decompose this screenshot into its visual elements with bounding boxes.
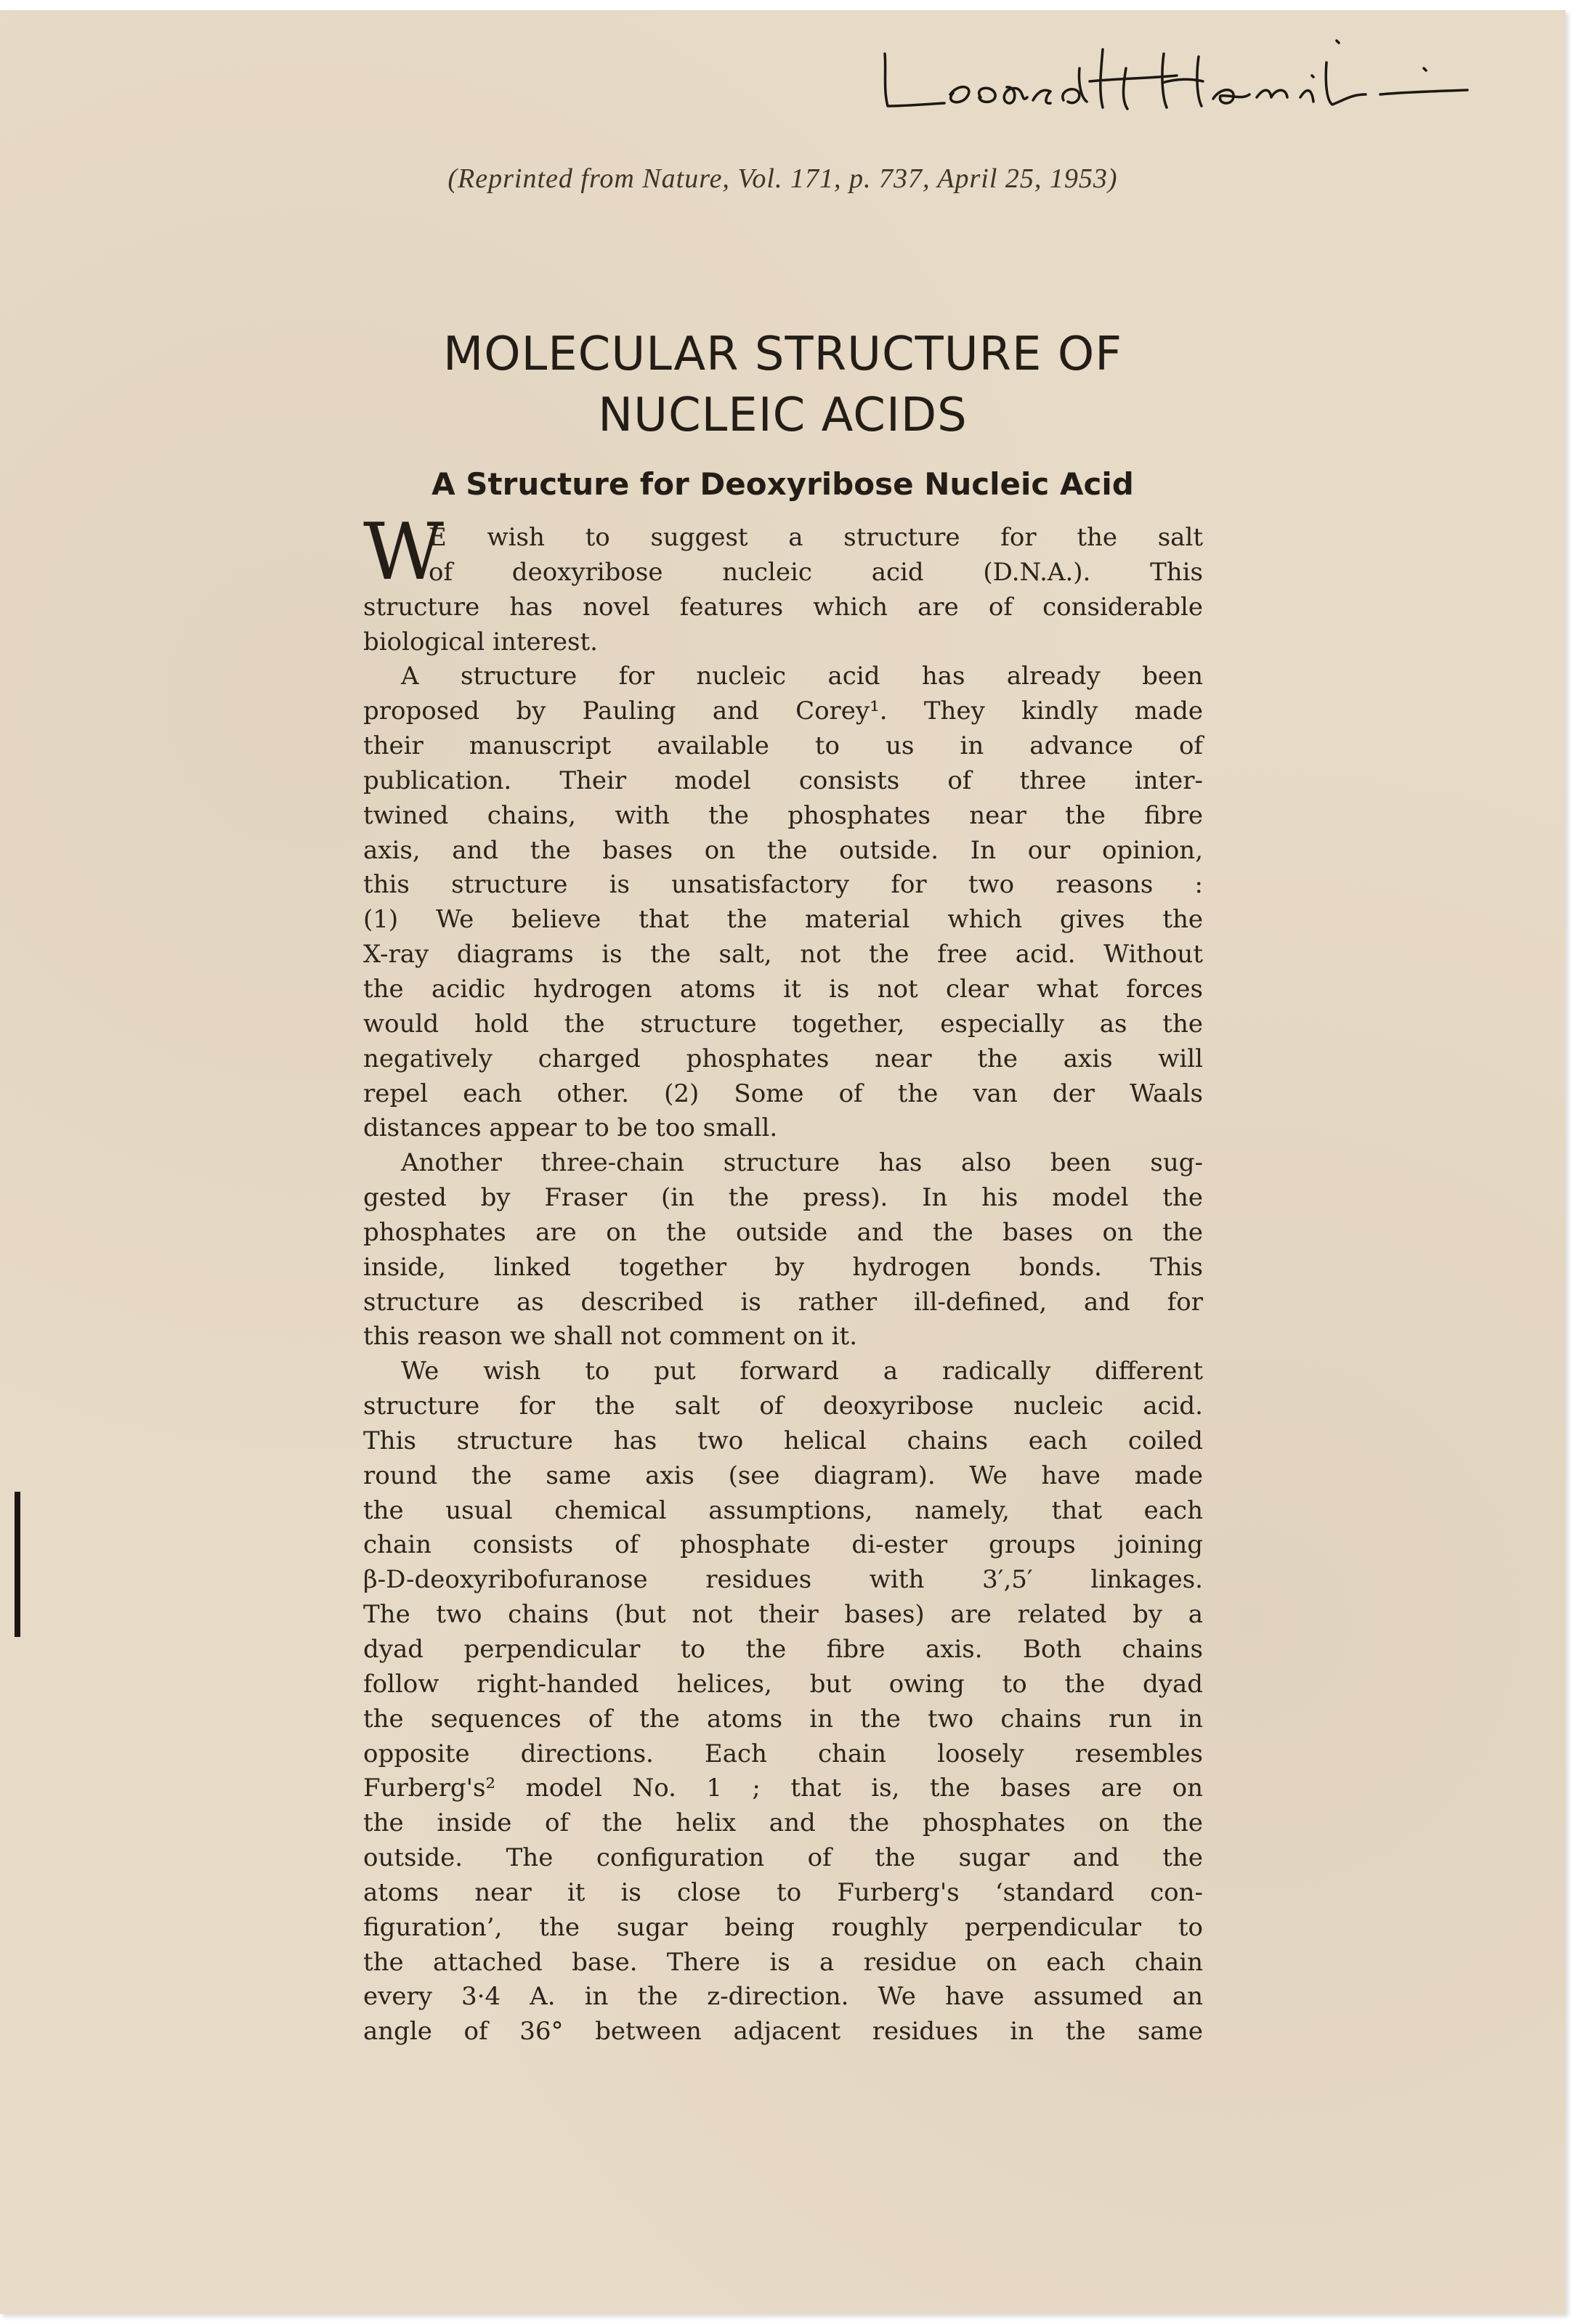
body-line: angle of 36° between adjacent residues in the same bbox=[363, 2017, 1203, 2047]
body-line: Furberg's² model No. 1 ; that is, the bases are on bbox=[363, 1774, 1203, 1803]
body-line: The two chains (but not their bases) are related by a bbox=[363, 1600, 1203, 1630]
body-line: phosphates are on the outside and the bases on the bbox=[363, 1217, 1203, 1247]
body-line: the inside of the helix and the phosphates on the bbox=[363, 1808, 1203, 1838]
body-line: would hold the structure together, especially as the bbox=[363, 1009, 1203, 1039]
body-line: their manuscript available to us in advance of bbox=[363, 731, 1203, 761]
body-line: proposed by Pauling and Corey¹. They kindly made bbox=[363, 696, 1203, 726]
reprint-page bbox=[0, 10, 1565, 2314]
body-line: axis, and the bases on the outside. In our opinion, bbox=[363, 835, 1203, 865]
body-line: twined chains, with the phosphates near the fibre bbox=[363, 800, 1203, 830]
body-line: round the same axis (see diagram). We have made bbox=[363, 1460, 1203, 1490]
body-line: X-ray diagrams is the salt, not the free acid. Without bbox=[363, 940, 1203, 970]
body-line: negatively charged phosphates near the axis will bbox=[363, 1044, 1203, 1073]
body-line: follow right-handed helices, but owing to the dyad bbox=[363, 1669, 1203, 1699]
binding-mark bbox=[15, 1492, 20, 1637]
body-line: distances appear to be too small. bbox=[363, 1113, 778, 1143]
body-line: atoms near it is close to Furberg's ‘standard con- bbox=[363, 1877, 1203, 1907]
body-line: β-D-deoxyribofuranose residues with 3′,5′ linkages. bbox=[363, 1565, 1203, 1595]
body-line: repel each other. (2) Some of the van der Waals bbox=[363, 1078, 1203, 1108]
body-line: the acidic hydrogen atoms it is not clear what forces bbox=[363, 974, 1203, 1004]
body-line: inside, linked together by hydrogen bonds. This bbox=[363, 1252, 1203, 1282]
body-line: this structure is unsatisfactory for two reasons : bbox=[363, 870, 1203, 900]
body-line: Another three-chain structure has also been sug- bbox=[401, 1148, 1203, 1178]
body-line: publication. Their model consists of three inter- bbox=[363, 765, 1203, 795]
article-body bbox=[363, 507, 1203, 2049]
reprint-citation: (Reprinted from Nature, Vol. 171, p. 737, April 25, 1953) bbox=[447, 163, 1118, 194]
body-line: the sequences of the atoms in the two chains run in bbox=[363, 1704, 1203, 1734]
body-line: structure for the salt of deoxyribose nucleic acid. bbox=[363, 1391, 1203, 1421]
article-subtitle: A Structure for Deoxyribose Nucleic Acid bbox=[432, 466, 1134, 502]
body-line: (1) We believe that the material which gives the bbox=[363, 905, 1203, 935]
body-line: structure has novel features which are of considerable bbox=[363, 592, 1203, 622]
body-line: figuration’, the sugar being roughly perpendicular to bbox=[363, 1912, 1203, 1942]
body-line: outside. The configuration of the sugar and the bbox=[363, 1843, 1203, 1873]
body-line: chain consists of phosphate di-ester groups joining bbox=[363, 1530, 1203, 1560]
body-line: biological interest. bbox=[363, 627, 598, 657]
handwritten-signature bbox=[872, 25, 1540, 126]
article-title-line-1: MOLECULAR STRUCTURE OF bbox=[442, 328, 1123, 381]
body-line: dyad perpendicular to the fibre axis. Both chains bbox=[363, 1635, 1203, 1664]
article-title-line-2: NUCLEIC ACIDS bbox=[598, 389, 968, 442]
body-line: We wish to put forward a radically different bbox=[401, 1357, 1203, 1386]
body-line: the attached base. There is a residue on each chain bbox=[363, 1947, 1203, 1977]
article-title bbox=[0, 324, 1565, 446]
body-line: E wish to suggest a structure for the salt bbox=[429, 523, 1203, 552]
body-line: opposite directions. Each chain loosely resembles bbox=[363, 1739, 1203, 1768]
body-line: A structure for nucleic acid has already been bbox=[401, 662, 1203, 691]
body-line: the usual chemical assumptions, namely, that each bbox=[363, 1495, 1203, 1525]
body-line: structure as described is rather ill-defined, and for bbox=[363, 1287, 1203, 1317]
body-line: this reason we shall not comment on it. bbox=[363, 1322, 857, 1352]
body-line: This structure has two helical chains each coiled bbox=[363, 1426, 1203, 1455]
body-line: of deoxyribose nucleic acid (D.N.A.). This bbox=[429, 557, 1203, 587]
body-line: every 3·4 A. in the z-direction. We have assumed an bbox=[363, 1982, 1203, 2012]
body-line: gested by Fraser (in the press). In his model the bbox=[363, 1183, 1203, 1213]
drop-cap: W bbox=[363, 507, 445, 598]
